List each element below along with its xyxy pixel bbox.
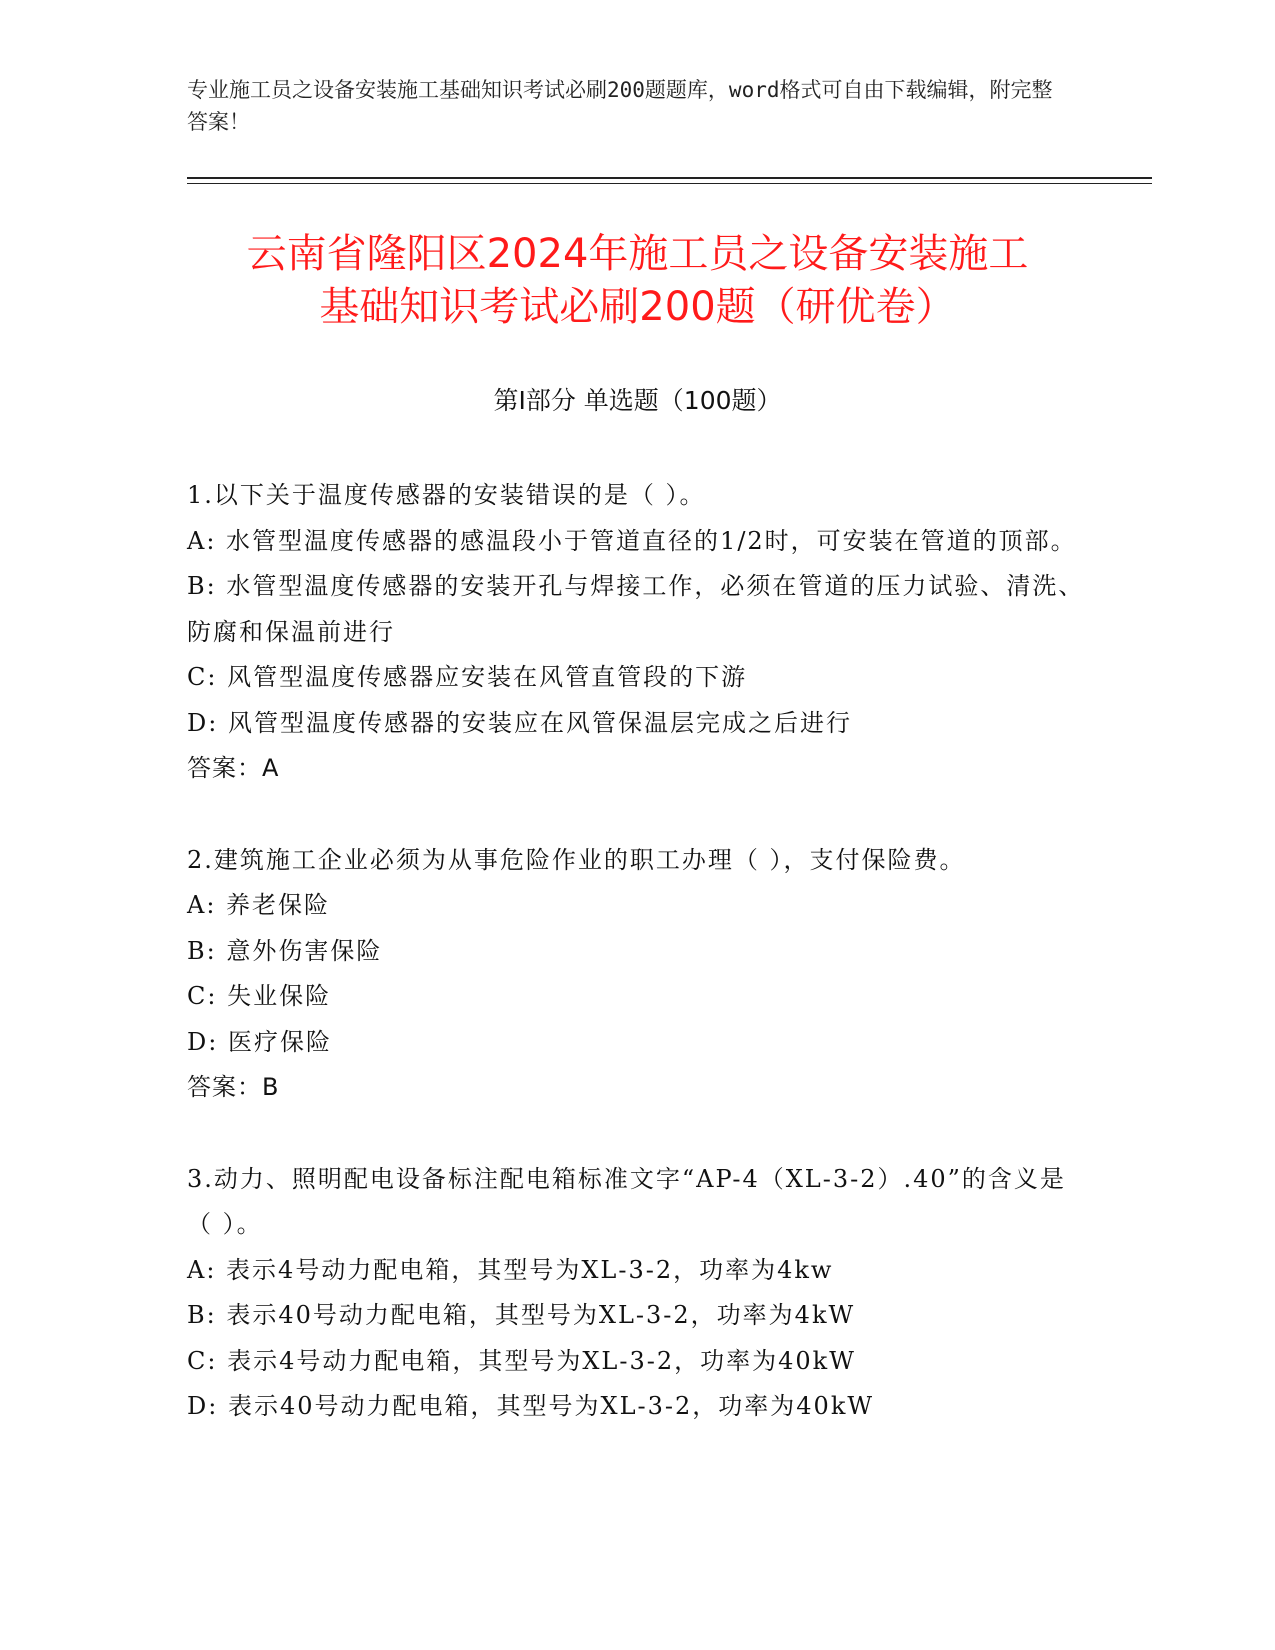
header-divider-thick bbox=[187, 177, 1152, 179]
question-3 bbox=[187, 1157, 1087, 1430]
document-title-line-2: 基础知识考试必刷200题（研优卷） bbox=[319, 284, 956, 330]
option-a: A: 养老保险 bbox=[187, 891, 331, 919]
option-b: B: 意外伤害保险 bbox=[187, 936, 383, 965]
question-stem: 1.以下关于温度传感器的安装错误的是（ ）。 bbox=[187, 481, 706, 509]
document-title bbox=[140, 228, 1135, 334]
option-d: D: 医疗保险 bbox=[187, 1027, 332, 1056]
header-note: 专业施工员之设备安装施工基础知识考试必刷200题题库，word格式可自由下载编辑，附完整答案！ bbox=[187, 78, 1053, 134]
option-c: C: 风管型温度传感器应安装在风管直管段的下游 bbox=[187, 663, 748, 691]
header-divider-thin bbox=[187, 183, 1152, 184]
option-b: B: 水管型温度传感器的安装开孔与焊接工作，必须在管道的压力试验、清洗、防腐和保温前进行 bbox=[187, 572, 1085, 646]
option-c: C: 表示4号动力配电箱，其型号为XL-3-2，功率为40kW bbox=[187, 1346, 856, 1375]
answer: 答案：A bbox=[187, 754, 280, 782]
option-b: B: 表示40号动力配电箱，其型号为XL-3-2，功率为4kW bbox=[187, 1301, 856, 1329]
option-a: A: 表示4号动力配电箱，其型号为XL-3-2，功率为4kw bbox=[187, 1255, 834, 1284]
section-title: 第Ⅰ部分 单选题（100题） bbox=[493, 386, 782, 415]
question-2 bbox=[187, 838, 1087, 1111]
document-title-line-1: 云南省隆阳区2024年施工员之设备安装施工 bbox=[246, 231, 1029, 277]
option-a: A: 水管型温度传感器的感温段小于管道直径的1/2时，可安装在管道的顶部。 bbox=[187, 526, 1077, 555]
question-stem: 2.建筑施工企业必须为从事危险作业的职工办理（ ），支付保险费。 bbox=[187, 845, 966, 874]
answer: 答案：B bbox=[187, 1073, 280, 1101]
option-d: D: 风管型温度传感器的安装应在风管保温层完成之后进行 bbox=[187, 708, 852, 737]
option-c: C: 失业保险 bbox=[187, 982, 332, 1010]
question-1 bbox=[187, 473, 1087, 792]
option-d: D: 表示40号动力配电箱，其型号为XL-3-2，功率为40kW bbox=[187, 1392, 875, 1420]
question-stem: 3.动力、照明配电设备标注配电箱标准文字“AP-4（XL-3-2）.40”的含义是（ ）。 bbox=[187, 1164, 1066, 1238]
question-list bbox=[187, 473, 1087, 1476]
